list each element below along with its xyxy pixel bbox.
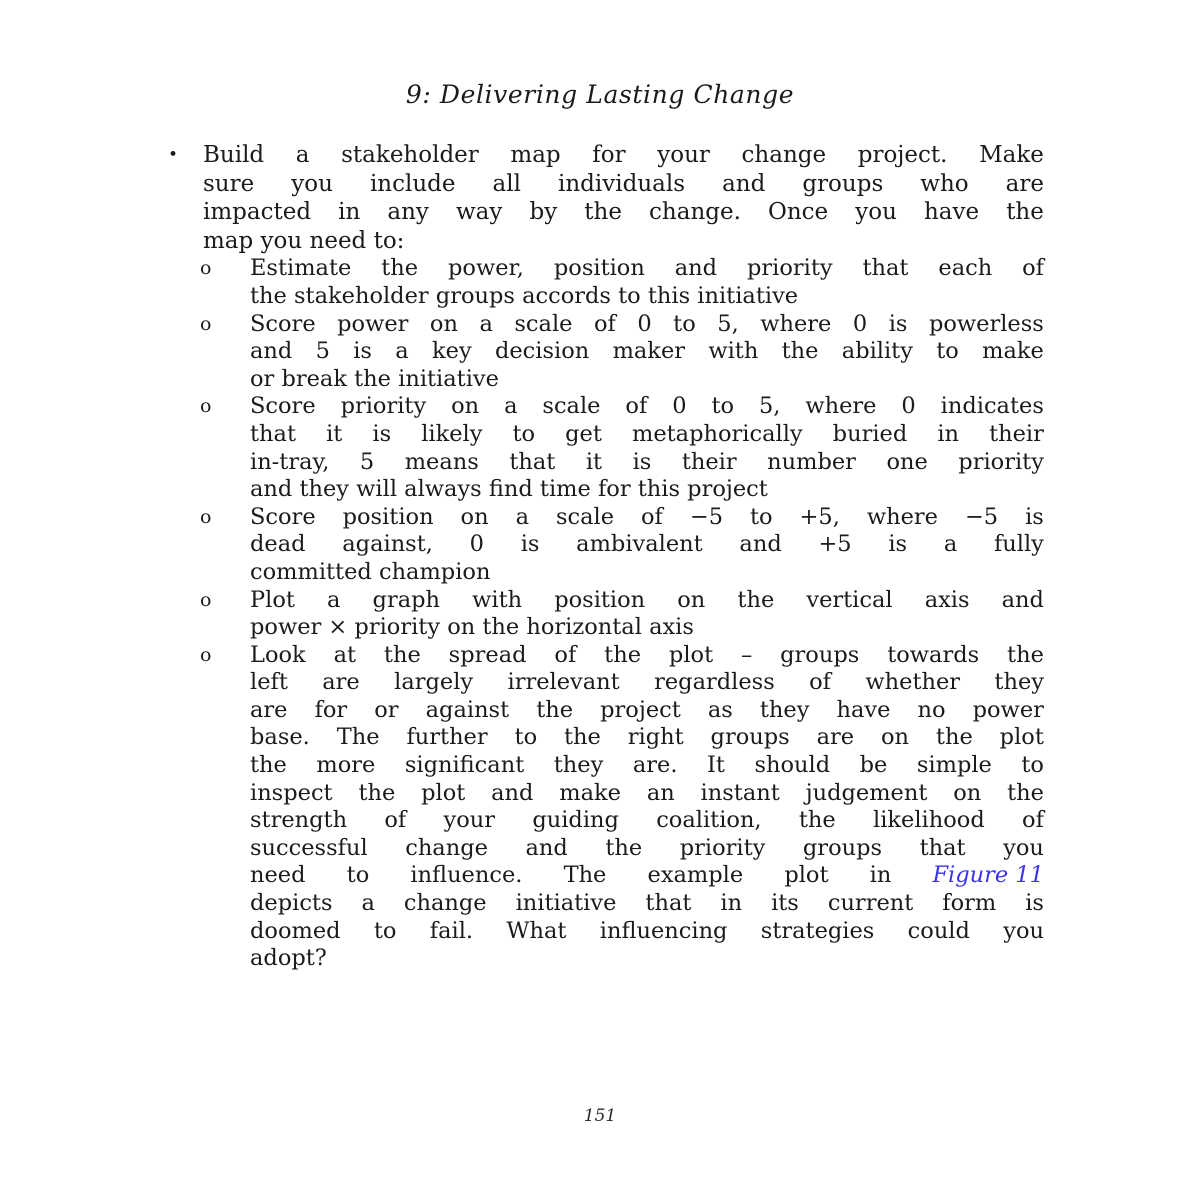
word: are bbox=[250, 696, 288, 723]
word: 0 bbox=[469, 531, 484, 558]
word: the bbox=[935, 724, 973, 751]
word: be bbox=[859, 752, 888, 779]
word: of bbox=[809, 669, 831, 696]
word: impacted bbox=[203, 199, 312, 226]
word: successful bbox=[250, 834, 368, 861]
word: each bbox=[938, 255, 993, 282]
word: in bbox=[720, 890, 743, 917]
word: whether bbox=[865, 669, 961, 696]
word: the stakeholder groups accords to this initiative bbox=[250, 282, 799, 309]
word: the bbox=[1006, 199, 1044, 226]
word: have bbox=[836, 696, 891, 723]
text-line bbox=[250, 587, 1044, 615]
sub-bullet-marker-icon: o bbox=[200, 643, 212, 666]
text-line bbox=[250, 945, 1044, 973]
text-line bbox=[250, 393, 1044, 421]
sub-bullet-marker-icon: o bbox=[200, 257, 212, 280]
word: adopt? bbox=[250, 945, 327, 972]
text-line bbox=[250, 780, 1044, 808]
word: position bbox=[342, 503, 434, 530]
word: change bbox=[741, 142, 827, 168]
text-line bbox=[250, 476, 1044, 504]
word: are bbox=[816, 724, 855, 751]
word: and bbox=[250, 338, 293, 365]
word: and bbox=[739, 531, 782, 558]
text-line bbox=[250, 311, 1044, 339]
word: Score bbox=[250, 503, 316, 530]
sub-bullet-item bbox=[168, 504, 1044, 587]
word: Once bbox=[767, 199, 829, 226]
word: or bbox=[374, 696, 399, 723]
word: by bbox=[529, 199, 558, 226]
text-line bbox=[250, 807, 1044, 835]
word: its bbox=[771, 890, 799, 917]
word: where bbox=[805, 393, 877, 420]
text-line bbox=[250, 752, 1044, 780]
text-line bbox=[250, 531, 1044, 559]
word: any bbox=[387, 199, 429, 226]
word: in bbox=[338, 199, 361, 226]
word: strength bbox=[250, 807, 348, 834]
running-head: 9: Delivering Lasting Change bbox=[405, 80, 795, 109]
word: 5 bbox=[359, 448, 375, 475]
word: against, bbox=[342, 531, 433, 558]
word: groups bbox=[802, 170, 884, 197]
word: as bbox=[707, 696, 733, 723]
word: you bbox=[291, 170, 333, 197]
word: you bbox=[1003, 917, 1044, 944]
word: where bbox=[760, 310, 832, 337]
word: instant bbox=[700, 779, 780, 806]
word: inspect bbox=[250, 779, 333, 806]
word: all bbox=[492, 170, 521, 197]
word: on bbox=[429, 310, 458, 337]
word: +5 bbox=[818, 531, 852, 558]
word: means bbox=[404, 448, 479, 475]
word: you bbox=[855, 199, 897, 226]
word: for bbox=[592, 142, 626, 168]
word: of bbox=[1022, 807, 1044, 834]
word: is bbox=[632, 448, 652, 475]
word: to bbox=[346, 862, 370, 889]
word: and bbox=[491, 779, 534, 806]
word: the bbox=[358, 779, 396, 806]
word: that bbox=[509, 448, 556, 475]
word: and bbox=[525, 834, 568, 861]
word: Make bbox=[979, 142, 1044, 168]
word: at bbox=[333, 641, 357, 668]
word: map you need to: bbox=[203, 227, 405, 254]
word: 0 bbox=[637, 310, 652, 337]
word: graph bbox=[372, 586, 441, 613]
word: a bbox=[943, 531, 958, 558]
text-line bbox=[250, 669, 1044, 697]
word: fully bbox=[993, 531, 1044, 558]
word: the bbox=[781, 338, 819, 365]
word: It bbox=[706, 752, 725, 779]
word: of bbox=[554, 641, 577, 668]
text-line bbox=[250, 614, 1044, 642]
word: left bbox=[250, 669, 288, 696]
text-line bbox=[203, 141, 1044, 170]
word: a bbox=[479, 310, 493, 337]
text-line bbox=[250, 724, 1044, 752]
word: maker bbox=[612, 338, 686, 365]
word: in bbox=[869, 862, 892, 889]
word: it bbox=[326, 420, 343, 447]
word: on bbox=[953, 779, 982, 806]
word: with bbox=[472, 586, 523, 613]
word: Score bbox=[250, 310, 316, 337]
text-line bbox=[203, 170, 1044, 199]
text-line bbox=[250, 835, 1044, 863]
word: scale bbox=[542, 393, 601, 420]
text-line bbox=[203, 198, 1044, 227]
word: example bbox=[647, 862, 744, 889]
word: the bbox=[381, 255, 419, 282]
word: number bbox=[767, 448, 856, 475]
word: influencing bbox=[599, 917, 728, 944]
text-line bbox=[250, 862, 1044, 890]
word: metaphorically bbox=[631, 420, 803, 447]
sub-bullet-item bbox=[168, 393, 1044, 503]
word: ambivalent bbox=[576, 531, 703, 558]
word: further bbox=[406, 724, 488, 751]
word: −5 bbox=[964, 503, 999, 530]
word: 0 bbox=[672, 393, 687, 420]
word: one bbox=[886, 448, 928, 475]
word: need bbox=[250, 862, 306, 889]
word: make bbox=[982, 338, 1044, 365]
word: that bbox=[919, 834, 966, 861]
word: base. bbox=[250, 724, 310, 751]
word: individuals bbox=[558, 170, 686, 197]
word: priority bbox=[679, 834, 766, 861]
word: plot bbox=[784, 862, 829, 889]
word: doomed bbox=[250, 917, 341, 944]
word: is bbox=[888, 310, 908, 337]
word: Estimate bbox=[250, 255, 352, 282]
word: against bbox=[425, 696, 510, 723]
sub-bullet-marker-icon: o bbox=[200, 395, 212, 418]
word: influence. bbox=[410, 862, 523, 889]
word: that bbox=[862, 255, 909, 282]
word: plot bbox=[421, 779, 466, 806]
word: plot bbox=[999, 724, 1044, 751]
text-line bbox=[250, 338, 1044, 366]
text-line bbox=[250, 890, 1044, 918]
word: for bbox=[314, 696, 348, 723]
word: to bbox=[1021, 752, 1044, 779]
text-line bbox=[250, 559, 1044, 587]
word: on bbox=[460, 503, 489, 530]
word: and bbox=[1001, 586, 1044, 613]
word: the bbox=[383, 641, 421, 668]
word: of bbox=[1022, 255, 1044, 282]
word: position bbox=[554, 586, 646, 613]
word: the bbox=[798, 807, 836, 834]
word: of bbox=[384, 807, 407, 834]
word: the bbox=[564, 724, 601, 751]
word: Look bbox=[250, 641, 306, 668]
word: right bbox=[627, 724, 684, 751]
word: you bbox=[1003, 834, 1044, 861]
word: change. bbox=[649, 199, 741, 226]
word: they bbox=[759, 696, 810, 723]
sub-bullet-item bbox=[168, 587, 1044, 642]
bullet-item bbox=[168, 141, 1044, 255]
word: to bbox=[512, 420, 536, 447]
word: groups bbox=[710, 724, 790, 751]
word: that bbox=[645, 890, 692, 917]
word: simple bbox=[916, 752, 992, 779]
word: change bbox=[403, 890, 487, 917]
text-line bbox=[250, 255, 1044, 283]
word: scale bbox=[514, 310, 573, 337]
word: priority bbox=[958, 448, 1044, 475]
word: groups bbox=[802, 834, 883, 861]
word: in bbox=[937, 420, 959, 447]
word: way bbox=[456, 199, 503, 226]
word: an bbox=[646, 779, 675, 806]
word: regardless bbox=[654, 669, 775, 696]
word: it bbox=[585, 448, 603, 475]
word: – bbox=[741, 641, 753, 668]
word: fail. bbox=[429, 917, 474, 944]
text-line bbox=[250, 366, 1044, 394]
word: key bbox=[432, 338, 472, 365]
word: their bbox=[989, 420, 1044, 447]
word: on bbox=[451, 393, 480, 420]
word: map bbox=[510, 142, 561, 168]
word: the bbox=[536, 696, 574, 723]
word: vertical bbox=[806, 586, 893, 613]
sub-bullet-item bbox=[168, 311, 1044, 394]
text-line bbox=[250, 504, 1044, 532]
text-line bbox=[250, 421, 1044, 449]
word: Plot bbox=[250, 586, 295, 613]
word: include bbox=[369, 170, 456, 197]
text-line bbox=[250, 697, 1044, 725]
word: project. bbox=[857, 142, 948, 168]
text-line bbox=[250, 642, 1044, 670]
word: 5, bbox=[717, 310, 739, 337]
word: depicts bbox=[250, 890, 333, 917]
text-line bbox=[250, 283, 1044, 311]
word: the bbox=[605, 834, 643, 861]
word: get bbox=[565, 420, 602, 447]
bullet-marker-icon: • bbox=[168, 145, 179, 165]
word: 5, bbox=[758, 393, 781, 420]
word: a bbox=[361, 890, 375, 917]
word: the bbox=[1007, 779, 1044, 806]
text-line bbox=[250, 449, 1044, 477]
word: power, bbox=[448, 255, 524, 282]
word: is bbox=[353, 338, 372, 365]
word: groups bbox=[780, 641, 860, 668]
word: to bbox=[673, 310, 696, 337]
word: the bbox=[584, 199, 622, 226]
word: 0 bbox=[901, 393, 916, 420]
word: stakeholder bbox=[341, 142, 479, 168]
word: your bbox=[657, 142, 710, 168]
word: are bbox=[1005, 170, 1044, 197]
word: they bbox=[553, 752, 604, 779]
word: coalition, bbox=[656, 807, 762, 834]
word: they bbox=[994, 669, 1044, 696]
sub-bullet-item bbox=[168, 642, 1044, 973]
text-line bbox=[250, 918, 1044, 946]
word: 5 bbox=[315, 338, 330, 365]
word: no bbox=[917, 696, 946, 723]
word: their bbox=[681, 448, 737, 475]
word: likely bbox=[421, 420, 483, 447]
word: the bbox=[1007, 641, 1044, 668]
word: irrelevant bbox=[507, 669, 620, 696]
word: Score bbox=[250, 393, 316, 420]
word: guiding bbox=[532, 807, 619, 834]
sub-bullet-item bbox=[168, 255, 1044, 310]
word: committed champion bbox=[250, 558, 491, 585]
word: is bbox=[520, 531, 540, 558]
word: and they will always find time for this project bbox=[250, 476, 768, 503]
word: is bbox=[1025, 890, 1044, 917]
word: to bbox=[749, 503, 773, 530]
word: in-tray, bbox=[250, 448, 330, 475]
word: project bbox=[600, 696, 681, 723]
word: 0 bbox=[852, 310, 868, 337]
word: are. bbox=[632, 752, 678, 779]
word: to bbox=[514, 724, 538, 751]
word: have bbox=[923, 199, 980, 226]
word: significant bbox=[404, 752, 525, 779]
word: axis bbox=[924, 586, 970, 613]
word: buried bbox=[832, 420, 908, 447]
word: is bbox=[1025, 503, 1044, 530]
word: your bbox=[443, 807, 496, 834]
word: is bbox=[372, 420, 392, 447]
word: or break the initiative bbox=[250, 365, 499, 392]
word: priority bbox=[340, 393, 427, 420]
word: make bbox=[559, 779, 621, 806]
text-line bbox=[203, 227, 1044, 256]
word: The bbox=[563, 862, 607, 889]
word: largely bbox=[394, 669, 474, 696]
sub-bullet-marker-icon: o bbox=[200, 588, 212, 611]
word: where bbox=[866, 503, 938, 530]
word: ability bbox=[841, 338, 913, 365]
word: current bbox=[827, 890, 914, 917]
word: a bbox=[504, 393, 518, 420]
word: with bbox=[708, 338, 759, 365]
word: and bbox=[722, 170, 766, 197]
sub-bullet-marker-icon: o bbox=[200, 505, 212, 528]
word: a bbox=[327, 586, 341, 613]
word: sure bbox=[203, 170, 255, 197]
sub-bullet-marker-icon: o bbox=[200, 312, 212, 335]
word: initiative bbox=[515, 890, 617, 917]
word: strategies bbox=[760, 917, 875, 944]
word: power bbox=[972, 696, 1044, 723]
word: decision bbox=[494, 338, 590, 365]
word: form bbox=[942, 890, 997, 917]
page-number: 151 bbox=[583, 1106, 617, 1126]
word: indicates bbox=[940, 393, 1044, 420]
word: priority bbox=[746, 255, 833, 282]
word: power bbox=[337, 310, 409, 337]
word: that bbox=[250, 420, 296, 447]
word: should bbox=[754, 752, 831, 779]
word: dead bbox=[250, 531, 306, 558]
word: to bbox=[936, 338, 959, 365]
word: a bbox=[395, 338, 409, 365]
word: change bbox=[405, 834, 488, 861]
word: more bbox=[316, 752, 376, 779]
body-text-block bbox=[168, 141, 1044, 973]
word: likelihood bbox=[873, 807, 985, 834]
word: −5 bbox=[689, 503, 724, 530]
word: What bbox=[506, 917, 567, 944]
word: a bbox=[515, 503, 529, 530]
word: are bbox=[322, 669, 360, 696]
word: of bbox=[641, 503, 663, 530]
word: Build bbox=[203, 142, 265, 168]
word: the bbox=[737, 586, 775, 613]
word: spread bbox=[448, 641, 527, 668]
figure-reference-link[interactable]: Figure 11 bbox=[932, 862, 1044, 889]
word: of bbox=[625, 393, 648, 420]
word: to bbox=[373, 917, 397, 944]
word: The bbox=[336, 724, 380, 751]
word: of bbox=[593, 310, 616, 337]
word: scale bbox=[555, 503, 615, 530]
word: towards bbox=[887, 641, 980, 668]
word: a bbox=[295, 142, 310, 168]
word: power × priority on the horizontal axis bbox=[250, 614, 694, 641]
word: position bbox=[553, 255, 645, 282]
word: powerless bbox=[928, 310, 1044, 337]
word: who bbox=[920, 170, 969, 197]
word: is bbox=[888, 531, 908, 558]
word: on bbox=[677, 586, 706, 613]
word: +5, bbox=[799, 503, 840, 530]
word: plot bbox=[668, 641, 714, 668]
word: on bbox=[880, 724, 910, 751]
word: judgement bbox=[805, 779, 928, 806]
word: the bbox=[604, 641, 642, 668]
word: the bbox=[250, 752, 287, 779]
word: could bbox=[907, 917, 970, 944]
word: and bbox=[674, 255, 718, 282]
word: to bbox=[711, 393, 735, 420]
